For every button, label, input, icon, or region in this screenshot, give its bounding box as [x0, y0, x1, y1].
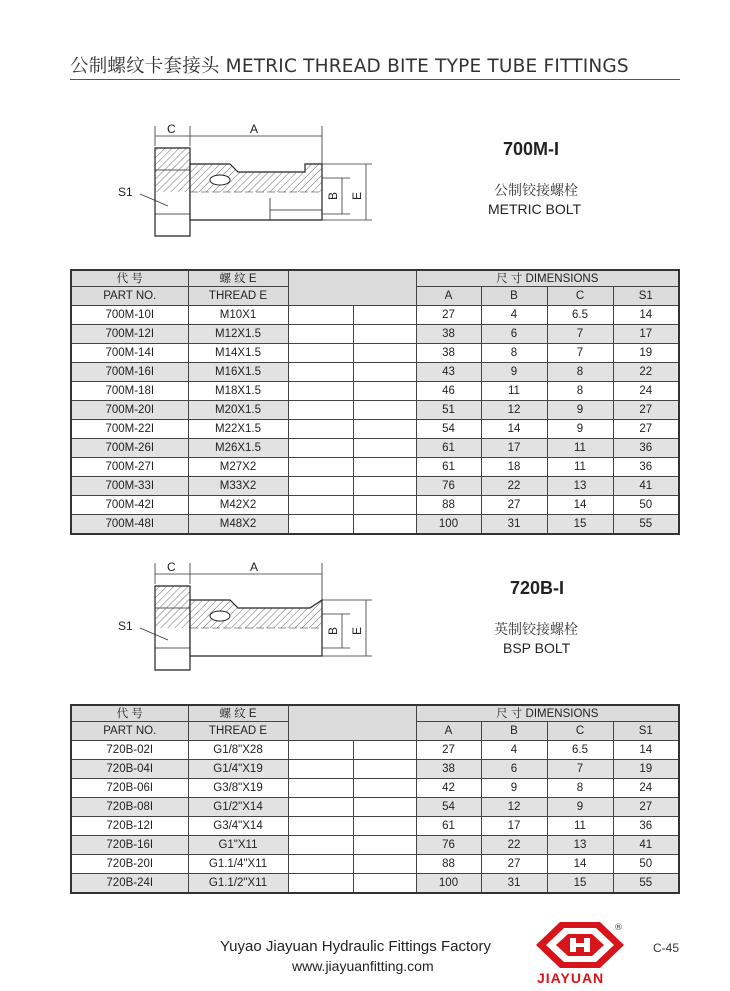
dim-a-cell: 76	[416, 836, 481, 855]
thread-cell: M22X1.5	[188, 420, 288, 439]
thread-cell: M10X1	[188, 306, 288, 325]
thread-cell: G1/4"X19	[188, 760, 288, 779]
dim-s1-cell: 36	[613, 817, 679, 836]
dim-a-cell: 51	[416, 401, 481, 420]
dim-b-cell: 8	[481, 344, 547, 363]
part-no-cell: 700M-14I	[71, 344, 188, 363]
blank-cell	[288, 779, 353, 798]
blank-cell	[353, 382, 416, 401]
dim-a-cell: 38	[416, 344, 481, 363]
dimensions-header-cn-2: 尺 寸	[496, 707, 523, 720]
dim-b-cell: 22	[481, 836, 547, 855]
dim-a-label: A	[250, 122, 259, 136]
blank-cell	[288, 760, 353, 779]
dim-a-cell: 38	[416, 325, 481, 344]
blank-cell	[288, 363, 353, 382]
col-a-header: A	[416, 287, 481, 306]
col-b-header: B	[481, 287, 547, 306]
part-no-cell: 720B-16I	[71, 836, 188, 855]
thread-cell: G1/2"X14	[188, 798, 288, 817]
part-no-cell: 700M-12I	[71, 325, 188, 344]
product-name-en: METRIC BOLT	[488, 201, 582, 217]
dim-a-cell: 61	[416, 439, 481, 458]
product-code-2: 720B-I	[510, 578, 565, 598]
dim-b-cell: 17	[481, 439, 547, 458]
jiayuan-logo-icon	[530, 920, 630, 970]
dim-s1-label-2: S1	[118, 619, 133, 633]
thread-header: THREAD E	[188, 287, 288, 306]
blank-header-2	[288, 705, 416, 741]
thread-cell: M27X2	[188, 458, 288, 477]
dim-s1-cell: 22	[613, 363, 679, 382]
thread-cell: M16X1.5	[188, 363, 288, 382]
dim-c-cell: 8	[547, 779, 613, 798]
dim-b-cell: 4	[481, 306, 547, 325]
table-row	[71, 401, 679, 420]
table-row	[71, 741, 679, 760]
blank-cell	[288, 496, 353, 515]
dim-b-cell: 11	[481, 382, 547, 401]
dim-b-label-2: B	[326, 626, 340, 635]
blank-cell	[288, 477, 353, 496]
blank-cell	[288, 382, 353, 401]
table-row	[71, 779, 679, 798]
dim-c-cell: 14	[547, 496, 613, 515]
blank-cell	[353, 760, 416, 779]
dim-c-cell: 11	[547, 817, 613, 836]
blank-cell	[353, 496, 416, 515]
part-no-cell: 700M-20I	[71, 401, 188, 420]
dim-a-cell: 27	[416, 306, 481, 325]
part-no-cell: 720B-08I	[71, 798, 188, 817]
product-code: 700M-I	[503, 139, 560, 159]
part-no-cell: 720B-12I	[71, 817, 188, 836]
dim-a-cell: 38	[416, 760, 481, 779]
dim-b-cell: 6	[481, 325, 547, 344]
dim-c-label-2: C	[167, 560, 176, 574]
dim-a-cell: 88	[416, 855, 481, 874]
product-name-cn: 公制铰接螺栓	[494, 183, 578, 199]
blank-cell	[353, 798, 416, 817]
table-row	[71, 382, 679, 401]
dim-s1-cell: 55	[613, 515, 679, 535]
thread-cell: M33X2	[188, 477, 288, 496]
thread-cell: M48X2	[188, 515, 288, 535]
part-no-header-cn-2: 代 号	[71, 705, 188, 722]
blank-cell	[288, 836, 353, 855]
blank-cell	[353, 855, 416, 874]
dim-s1-cell: 27	[613, 798, 679, 817]
dim-a-cell: 61	[416, 458, 481, 477]
thread-cell: G3/8"X19	[188, 779, 288, 798]
dim-c-cell: 14	[547, 855, 613, 874]
col-s1-header: S1	[613, 287, 679, 306]
thread-cell: M26X1.5	[188, 439, 288, 458]
blank-cell	[288, 855, 353, 874]
part-no-cell: 700M-27I	[71, 458, 188, 477]
blank-cell	[288, 874, 353, 894]
company-website: www.jiayuanfitting.com	[292, 958, 434, 974]
dim-c-cell: 11	[547, 439, 613, 458]
dim-b-cell: 12	[481, 401, 547, 420]
dim-c-cell: 13	[547, 836, 613, 855]
dim-s1-cell: 14	[613, 741, 679, 760]
thread-cell: G1.1/2"X11	[188, 874, 288, 894]
dim-s1-cell: 27	[613, 420, 679, 439]
dimensions-header	[416, 270, 679, 287]
blank-cell	[288, 817, 353, 836]
blank-cell	[353, 477, 416, 496]
dim-s1-cell: 41	[613, 836, 679, 855]
dim-b-label: B	[326, 191, 340, 200]
brand-name: JIAYUAN	[537, 970, 605, 986]
thread-cell: M14X1.5	[188, 344, 288, 363]
blank-cell	[288, 798, 353, 817]
table-row	[71, 817, 679, 836]
dim-a-cell: 27	[416, 741, 481, 760]
table-row	[71, 798, 679, 817]
page-number: C-45	[653, 941, 680, 955]
thread-header-2: THREAD E	[188, 722, 288, 741]
thread-header-cn-2: 螺 纹 E	[188, 705, 288, 722]
dim-s1-cell: 36	[613, 458, 679, 477]
dim-s1-cell: 55	[613, 874, 679, 894]
thread-cell: G1/8"X28	[188, 741, 288, 760]
dim-c-cell: 15	[547, 874, 613, 894]
dim-s1-cell: 50	[613, 496, 679, 515]
dim-s1-cell: 27	[613, 401, 679, 420]
blank-cell	[288, 741, 353, 760]
part-no-cell: 720B-06I	[71, 779, 188, 798]
blank-cell	[353, 344, 416, 363]
dim-c-cell: 9	[547, 798, 613, 817]
dim-b-cell: 31	[481, 515, 547, 535]
product-name-cn-2: 英制铰接螺栓	[494, 622, 578, 638]
dimensions-header-2	[416, 705, 679, 722]
dim-s1-cell: 36	[613, 439, 679, 458]
blank-cell	[353, 779, 416, 798]
dim-c-cell: 6.5	[547, 741, 613, 760]
dim-a-cell: 88	[416, 496, 481, 515]
dim-c-cell: 7	[547, 760, 613, 779]
part-no-cell: 700M-26I	[71, 439, 188, 458]
part-no-cell: 720B-04I	[71, 760, 188, 779]
dim-s1-label: S1	[118, 185, 133, 199]
dim-c-cell: 9	[547, 401, 613, 420]
blank-cell	[353, 741, 416, 760]
product-name-en-2: BSP BOLT	[503, 640, 571, 656]
table-row	[71, 420, 679, 439]
dim-c-label: C	[167, 122, 176, 136]
dim-b-cell: 6	[481, 760, 547, 779]
thread-cell: G3/4"X14	[188, 817, 288, 836]
part-no-header-cn: 代 号	[71, 270, 188, 287]
dimensions-header-en-2: DIMENSIONS	[525, 707, 599, 720]
dim-b-cell: 18	[481, 458, 547, 477]
registered-mark: ®	[614, 923, 623, 933]
spec-table-720b	[70, 704, 680, 894]
blank-cell	[288, 401, 353, 420]
dim-c-cell: 13	[547, 477, 613, 496]
blank-cell	[353, 874, 416, 894]
blank-cell	[288, 458, 353, 477]
col-c-header: C	[547, 287, 613, 306]
dim-b-cell: 12	[481, 798, 547, 817]
dim-c-cell: 9	[547, 420, 613, 439]
blank-cell	[288, 344, 353, 363]
dim-c-cell: 8	[547, 363, 613, 382]
blank-cell	[353, 401, 416, 420]
col-a-header-2: A	[416, 722, 481, 741]
dim-a-cell: 76	[416, 477, 481, 496]
part-no-cell: 700M-10I	[71, 306, 188, 325]
dim-s1-cell: 24	[613, 779, 679, 798]
dim-c-cell: 7	[547, 325, 613, 344]
dim-a-cell: 100	[416, 515, 481, 535]
blank-cell	[288, 515, 353, 535]
spec-table-700m	[70, 269, 680, 535]
blank-cell	[353, 836, 416, 855]
table-row	[71, 855, 679, 874]
dim-s1-cell: 19	[613, 344, 679, 363]
table-row	[71, 760, 679, 779]
table-row	[71, 458, 679, 477]
thread-header-cn: 螺 纹 E	[188, 270, 288, 287]
part-no-header-2: PART NO.	[71, 722, 188, 741]
dim-b-cell: 22	[481, 477, 547, 496]
header-divider	[70, 79, 680, 80]
dim-s1-cell: 50	[613, 855, 679, 874]
dim-s1-cell: 41	[613, 477, 679, 496]
dim-b-cell: 9	[481, 363, 547, 382]
part-no-header: PART NO.	[71, 287, 188, 306]
table-row	[71, 496, 679, 515]
dim-a-label-2: A	[250, 560, 259, 574]
table-row	[71, 836, 679, 855]
dim-a-cell: 54	[416, 798, 481, 817]
thread-cell: M42X2	[188, 496, 288, 515]
col-s1-header-2: S1	[613, 722, 679, 741]
dim-a-cell: 100	[416, 874, 481, 894]
dim-a-cell: 54	[416, 420, 481, 439]
thread-cell: G1.1/4"X11	[188, 855, 288, 874]
part-no-cell: 700M-42I	[71, 496, 188, 515]
thread-cell: M12X1.5	[188, 325, 288, 344]
blank-cell	[353, 817, 416, 836]
table-row	[71, 477, 679, 496]
part-no-cell: 720B-24I	[71, 874, 188, 894]
part-no-cell: 700M-16I	[71, 363, 188, 382]
dim-c-cell: 11	[547, 458, 613, 477]
part-no-cell: 720B-20I	[71, 855, 188, 874]
part-no-cell: 720B-02I	[71, 741, 188, 760]
blank-cell	[353, 363, 416, 382]
blank-cell	[288, 306, 353, 325]
company-name: Yuyao Jiayuan Hydraulic Fittings Factory	[220, 938, 491, 955]
dim-e-label: E	[350, 191, 364, 200]
dim-c-cell: 15	[547, 515, 613, 535]
blank-cell	[353, 325, 416, 344]
blank-cell	[353, 420, 416, 439]
dimensions-header-cn: 尺 寸	[496, 272, 523, 285]
dim-s1-cell: 17	[613, 325, 679, 344]
dim-a-cell: 42	[416, 779, 481, 798]
dim-c-cell: 7	[547, 344, 613, 363]
part-no-cell: 700M-18I	[71, 382, 188, 401]
dim-b-cell: 31	[481, 874, 547, 894]
dim-b-cell: 4	[481, 741, 547, 760]
blank-cell	[353, 515, 416, 535]
table-row	[71, 325, 679, 344]
thread-cell: M20X1.5	[188, 401, 288, 420]
table-row	[71, 363, 679, 382]
dim-s1-cell: 19	[613, 760, 679, 779]
dim-b-cell: 27	[481, 855, 547, 874]
blank-cell	[353, 439, 416, 458]
dim-a-cell: 43	[416, 363, 481, 382]
dim-e-label-2: E	[350, 626, 364, 635]
page-title: 公制螺纹卡套接头 METRIC THREAD BITE TYPE TUBE FITTINGS	[70, 56, 629, 77]
dim-b-cell: 27	[481, 496, 547, 515]
blank-header	[288, 270, 416, 306]
table-row	[71, 515, 679, 535]
thread-cell: G1"X11	[188, 836, 288, 855]
blank-cell	[353, 306, 416, 325]
dim-b-cell: 14	[481, 420, 547, 439]
table-row	[71, 306, 679, 325]
table-row	[71, 439, 679, 458]
dim-s1-cell: 14	[613, 306, 679, 325]
blank-cell	[288, 325, 353, 344]
blank-cell	[353, 458, 416, 477]
part-no-cell: 700M-33I	[71, 477, 188, 496]
dim-b-cell: 17	[481, 817, 547, 836]
part-no-cell: 700M-48I	[71, 515, 188, 535]
col-b-header-2: B	[481, 722, 547, 741]
thread-cell: M18X1.5	[188, 382, 288, 401]
part-no-cell: 700M-22I	[71, 420, 188, 439]
dim-b-cell: 9	[481, 779, 547, 798]
dim-c-cell: 8	[547, 382, 613, 401]
bolt-drawing-700m	[110, 118, 390, 248]
dim-s1-cell: 24	[613, 382, 679, 401]
table-row	[71, 874, 679, 894]
dimensions-header-en: DIMENSIONS	[525, 272, 599, 285]
bolt-drawing-720b	[110, 558, 390, 678]
col-c-header-2: C	[547, 722, 613, 741]
dim-c-cell: 6.5	[547, 306, 613, 325]
dim-a-cell: 46	[416, 382, 481, 401]
blank-cell	[288, 420, 353, 439]
blank-cell	[288, 439, 353, 458]
table-row	[71, 344, 679, 363]
dim-a-cell: 61	[416, 817, 481, 836]
